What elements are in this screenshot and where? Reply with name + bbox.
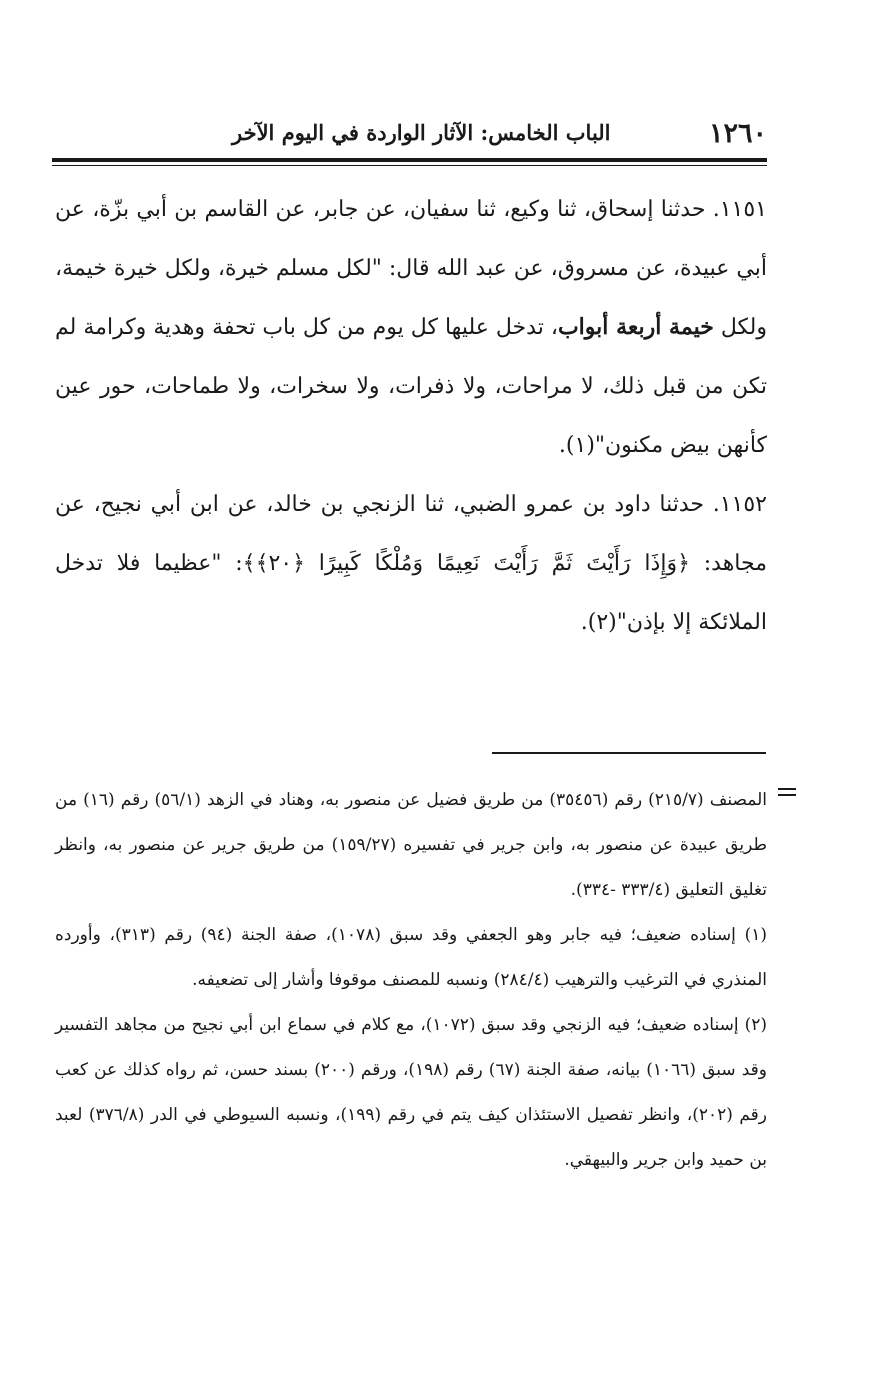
footnotes [55,778,767,1183]
paragraph-text: ١١٥١. حدثنا إسحاق، ثنا وكيع، ثنا سفيان، عن جابر، عن القاسم بن أبي بزّة، عن أبي عبيدة، عن مسروق، عن عبد الله قال: "لكل مسلم خيرة، ولكل خيرة خيمة، ولكل [55,197,768,340]
chapter-title: الباب الخامس: الآثار الواردة في اليوم الآخر [232,120,611,145]
main-text [55,180,767,652]
paragraph-text: ١١٥٢. حدثنا داود بن عمرو الضبي، ثنا الزنجي بن خالد، عن ابن أبي نجيح، عن مجاهد: [55,492,767,576]
continuation-mark [778,788,796,800]
quran-verse: ﴿وَإِذَا رَأَيْتَ ثَمَّ رَأَيْتَ نَعِيمًا وَمُلْكًا كَبِيرًا ﴿٢٠﴾﴾ [242,551,690,576]
header-rule-thick [52,158,767,162]
paragraph-1151 [55,180,767,475]
paragraph-text: ، تدخل عليها كل يوم من كل باب تحفة وهدية وكرامة لم تكن من قبل ذلك، لا مراحات، ولا ذفرات، ولا سخرات، ولا طماحات، حور عين كأنهن بيض مكنون"(١). [55,315,767,458]
header-rule-thin [52,165,767,166]
footnote-1: (١) إسناده ضعيف؛ فيه جابر وهو الجعفي وقد سبق (١٠٧٨)، صفة الجنة (٩٤) رقم (٣١٣)، وأورده المنذري في الترغيب والترهيب (٢٨٤/٤) ونسبه للمصنف موقوفا وأشار إلى تضعيفه. [55,925,767,990]
footnote-separator [492,752,766,754]
footnote-2: (٢) إسناده ضعيف؛ فيه الزنجي وقد سبق (١٠٧٢)، مع كلام في سماع ابن أبي نجيح من مجاهد التفسير وقد سبق (١٠٦٦) بيانه، صفة الجنة (٦٧) رقم (١٩٨)، ورقم (٢٠٠) بسند حسن، ثم رواه كذلك عن كعب رقم (٢٠٢)، وانظر تفصيل الاستئذان كيف يتم في رقم (١٩٩)، ونسبه السيوطي في الدر (٣٧٦/٨) لعبد بن حميد وابن جرير والبيهقي. [55,1015,768,1170]
running-header [52,118,767,158]
bold-phrase: خيمة أربعة أبواب [557,314,714,340]
paragraph-1152 [55,475,767,652]
paragraph-text: : "عظيما فلا تدخل الملائكة إلا بإذن"(٢). [55,551,767,635]
page-number: ١٢٦٠ [708,118,767,149]
footnote-continuation: المصنف (٢١٥/٧) رقم (٣٥٤٥٦) من طريق فضيل عن منصور به، وهناد في الزهد (٥٦/١) رقم (١٦) من طريق عبيدة عن منصور به، وابن جرير في تفسيره (١٥٩/٢٧) من طريق جرير عن منصور به، وانظر تغليق التعليق (٣٣٣/٤ -٣٣٤). [55,790,767,900]
